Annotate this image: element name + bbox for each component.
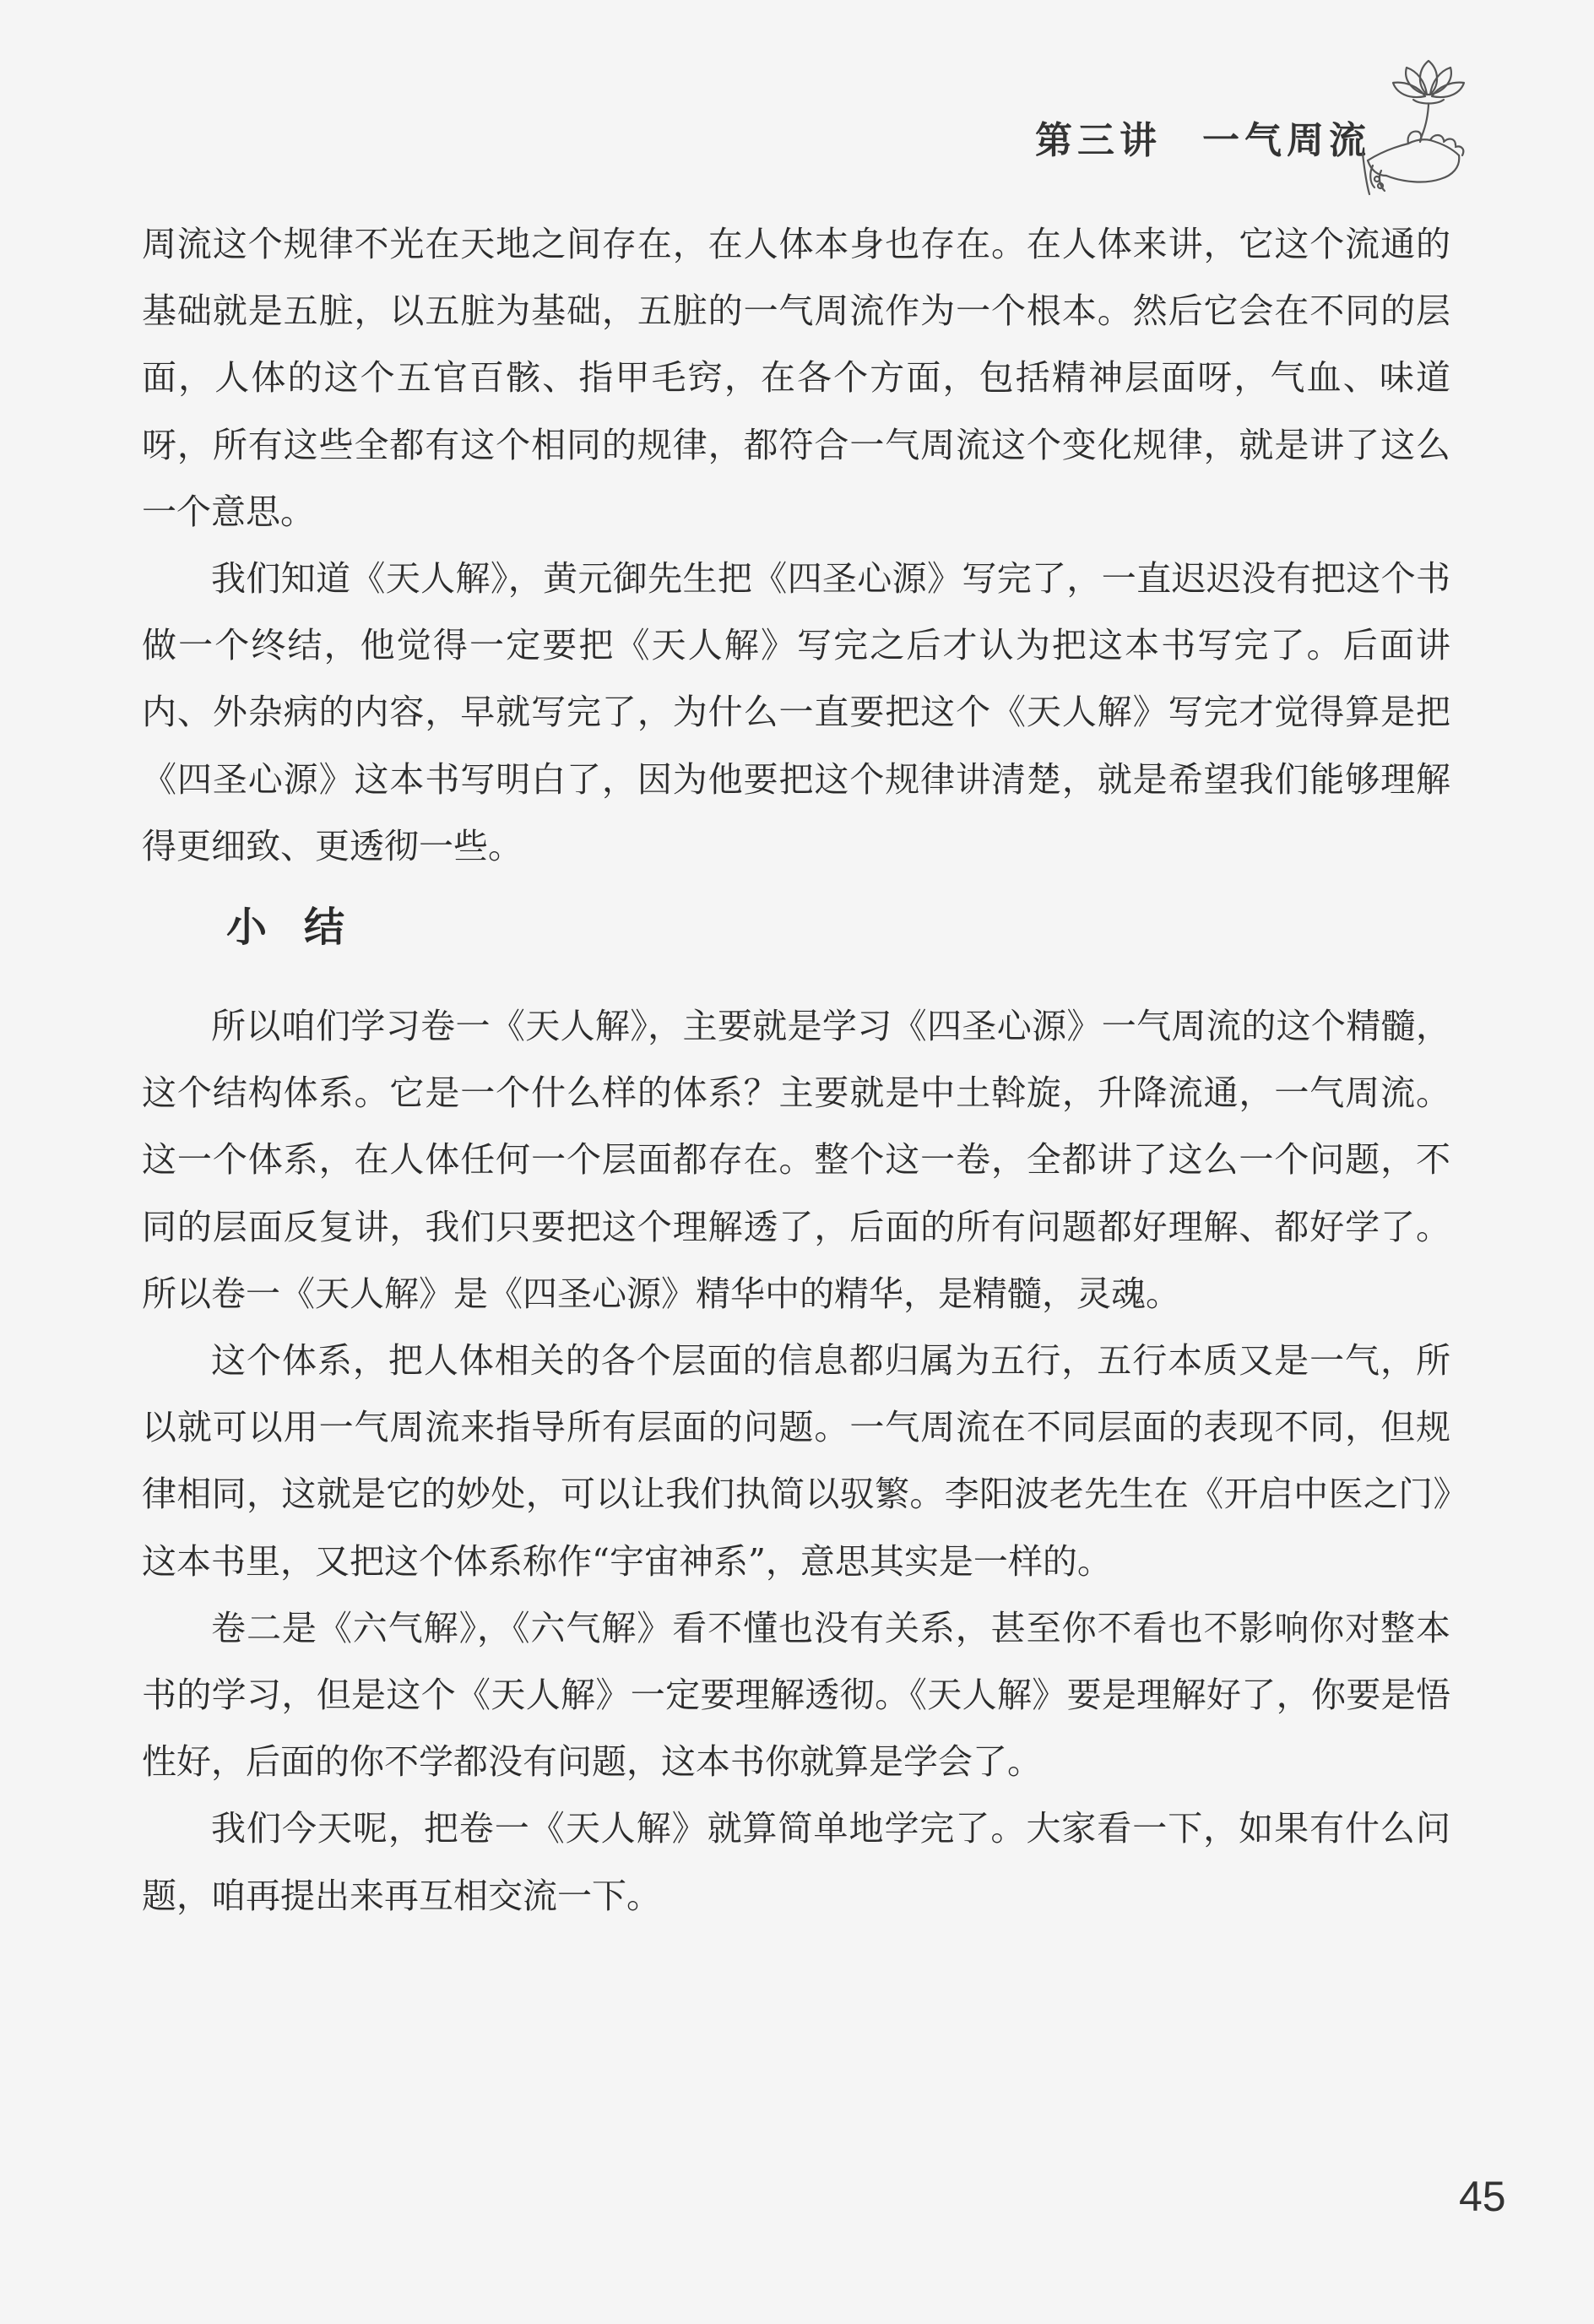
section-heading: 小结 <box>226 904 382 952</box>
lotus-in-hand-icon <box>1361 52 1488 196</box>
running-header <box>1035 110 1371 164</box>
body-text <box>142 211 1450 1930</box>
page-number: 45 <box>1459 2173 1506 2220</box>
paragraph: 我们今天呢，把卷一《天人解》就算简单地学完了。大家看一下，如果有什么问题，咱再提出来再互相交流一下。 <box>142 1808 1450 1916</box>
paragraph: 所以咱们学习卷一《天人解》，主要就是学习《四圣心源》一气周流的这个精髓，这个结构体系。它是一个什么样的体系？主要就是中土斡旋，升降流通，一气周流。这一个体系，在人体任何一个层面都存在。整个这一卷，全都讲了这么一个问题，不同的层面反复讲，我们只要把这个理解透了，后面的所有问题都好理解、都好学了。所以卷一《天人解》是《四圣心源》精华中的精华，是精髓，灵魂。 <box>142 1006 1450 1314</box>
paragraph: 卷二是《六气解》，《六气解》看不懂也没有关系，甚至你不看也不影响你对整本书的学习，但是这个《天人解》一定要理解透彻。《天人解》要是理解好了，你要是悟性好，后面的你不学都没有问题，这本书你就算是学会了。 <box>142 1607 1450 1783</box>
paragraph: 这个体系，把人体相关的各个层面的信息都归属为五行，五行本质又是一气，所以就可以用一气周流来指导所有层面的问题。一气周流在不同层面的表现不同，但规律相同，这就是它的妙处，可以让我们执简以驭繁。李阳波老先生在《开启中医之门》这本书里，又把这个体系称作“宇宙神系”，意思其实是一样的。 <box>142 1340 1450 1582</box>
lecture-number: 第三讲 <box>1035 119 1162 162</box>
paragraph: 我们知道《天人解》，黄元御先生把《四圣心源》写完了，一直迟迟没有把这个书做一个终结，他觉得一定要把《天人解》写完之后才认为把这本书写完了。后面讲内、外杂病的内容，早就写完了，为什么一直要把这个《天人解》写完才觉得算是把《四圣心源》这本书写明白了，因为他要把这个规律讲清楚，就是希望我们能够理解得更细致、更透彻一些。 <box>142 558 1450 866</box>
paragraph: 周流这个规律不光在天地之间存在，在人体本身也存在。在人体来讲，它这个流通的基础就是五脏，以五脏为基础，五脏的一气周流作为一个根本。然后它会在不同的层面，人体的这个五官百骸、指甲毛窍，在各个方面，包括精神层面呀，气血、味道呀，所有这些全都有这个相同的规律，都符合一气周流这个变化规律，就是讲了这么一个意思。 <box>142 224 1450 532</box>
lecture-title: 一气周流 <box>1202 119 1371 162</box>
